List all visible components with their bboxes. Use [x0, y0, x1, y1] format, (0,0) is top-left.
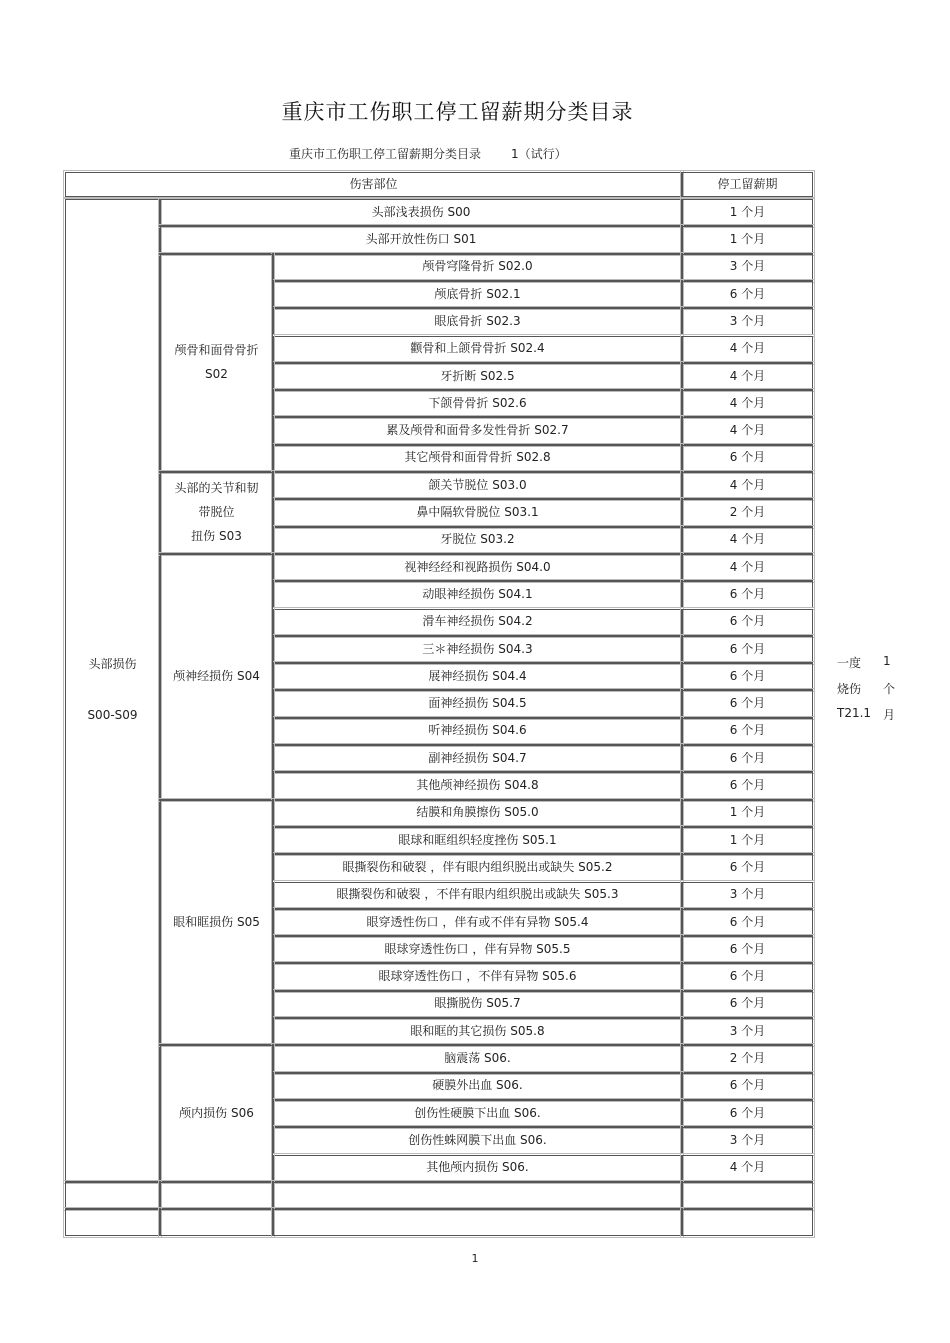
empty-cell [160, 1182, 273, 1209]
document-title: 重庆市工伤职工停工留薪期分类目录 [281, 100, 634, 124]
empty-cell [682, 1209, 813, 1236]
side-note-value: 月 [883, 708, 896, 722]
injury-row: 视神经经和视路损伤 S04.0 [273, 554, 682, 581]
injury-row: 眼穿透性伤口 ，伴有或不伴有异物 S05.4 [273, 909, 682, 936]
leave-period-cell: 6 个月 [682, 636, 813, 663]
leave-period-cell: 1 个月 [682, 800, 813, 827]
injury-row: 颧骨和上颌骨骨折 S02.4 [273, 336, 682, 363]
group-label [160, 554, 273, 800]
leave-period-cell: 1 个月 [682, 199, 813, 226]
group-label-line: 颅神经损伤 S04 [173, 668, 260, 683]
empty-cell [273, 1182, 682, 1209]
injury-row: 创伤性硬膜下出血 S06. [273, 1100, 682, 1127]
injury-row: 听神经损伤 S04.6 [273, 718, 682, 745]
leave-period-cell: 6 个月 [682, 854, 813, 881]
group-label-line: 扭伤 S03 [191, 528, 242, 543]
leave-period-cell: 3 个月 [682, 1127, 813, 1154]
group-label-line: 颅内损伤 S06 [179, 1105, 254, 1120]
leave-period-cell: 6 个月 [682, 936, 813, 963]
injury-row: 鼻中隔软骨脱位 S03.1 [273, 499, 682, 526]
leave-period-cell: 6 个月 [682, 690, 813, 717]
group-label-line: 颅骨和面骨骨折 [174, 342, 259, 357]
group-label [160, 254, 273, 472]
region-cell [65, 199, 160, 1182]
injury-row: 眼撕脱伤 S05.7 [273, 991, 682, 1018]
group-label-line: 眼和眶损伤 S05 [173, 914, 260, 929]
injury-row: 其他颅神经损伤 S04.8 [273, 772, 682, 799]
injury-row: 累及颅骨和面骨多发性骨折 S02.7 [273, 417, 682, 444]
empty-cell [160, 1209, 273, 1236]
empty-cell [273, 1209, 682, 1236]
injury-row: 硬膜外出血 S06. [273, 1073, 682, 1100]
leave-period-cell: 6 个月 [682, 609, 813, 636]
leave-period-cell: 2 个月 [682, 499, 813, 526]
leave-period-cell: 2 个月 [682, 1045, 813, 1072]
injury-row: 颅骨穹隆骨折 S02.0 [273, 254, 682, 281]
side-note-text: 烧伤 [837, 682, 862, 696]
empty-cell [65, 1182, 160, 1209]
injury-row: 下颌骨骨折 S02.6 [273, 390, 682, 417]
injury-row: 眼球穿透性伤口 ，不伴有异物 S05.6 [273, 963, 682, 990]
leave-period-cell: 6 个月 [682, 1100, 813, 1127]
group-label-line: 头部的关节和韧 [174, 481, 259, 496]
injury-row: 眼底骨折 S02.3 [273, 308, 682, 335]
injury-row: 动眼神经损伤 S04.1 [273, 581, 682, 608]
leave-period-cell: 4 个月 [682, 336, 813, 363]
leave-period-cell: 3 个月 [682, 1018, 813, 1045]
injury-row: 滑车神经损伤 S04.2 [273, 609, 682, 636]
leave-period-cell: 4 个月 [682, 554, 813, 581]
empty-cell [682, 1182, 813, 1209]
page-number: 1 [471, 1252, 479, 1265]
group-label [160, 1045, 273, 1182]
injury-row: 眼和眶的其它损伤 S05.8 [273, 1018, 682, 1045]
header-leave-period: 停工留薪期 [682, 172, 813, 197]
leave-period-cell: 6 个月 [682, 718, 813, 745]
leave-period-cell: 6 个月 [682, 991, 813, 1018]
subtitle-text: 重庆市工伤职工停工留薪期分类目录 [289, 147, 482, 161]
injury-row: 颌关节脱位 S03.0 [273, 472, 682, 499]
injury-row: 头部浅表损伤 S00 [160, 199, 682, 226]
leave-period-cell: 6 个月 [682, 745, 813, 772]
leave-period-cell: 4 个月 [682, 1155, 813, 1182]
leave-period-cell: 4 个月 [682, 363, 813, 390]
injury-row: 眼球和眶组织轻度挫伤 S05.1 [273, 827, 682, 854]
injury-row: 其他颅内损伤 S06. [273, 1155, 682, 1182]
side-note-text: 一度 [837, 656, 862, 670]
injury-row: 面神经损伤 S04.5 [273, 690, 682, 717]
leave-period-cell: 3 个月 [682, 254, 813, 281]
injury-row: 副神经损伤 S04.7 [273, 745, 682, 772]
empty-cell [65, 1209, 160, 1236]
injury-row: 眼球穿透性伤口 ，伴有异物 S05.5 [273, 936, 682, 963]
injury-row: 眼撕裂伤和破裂 ，不伴有眼内组织脱出或缺失 S05.3 [273, 882, 682, 909]
injury-row: 颅底骨折 S02.1 [273, 281, 682, 308]
leave-period-cell: 3 个月 [682, 882, 813, 909]
side-note-value: 个 [883, 682, 896, 696]
group-label-line: 带脱位 [198, 505, 235, 520]
injury-row: 创伤性蛛网膜下出血 S06. [273, 1127, 682, 1154]
leave-period-cell: 3 个月 [682, 308, 813, 335]
injury-row: 其它颅骨和面骨骨折 S02.8 [273, 445, 682, 472]
injury-row: 三＊神经损伤 S04.3 [273, 636, 682, 663]
leave-period-cell: 6 个月 [682, 581, 813, 608]
leave-period-cell: 1 个月 [682, 226, 813, 253]
leave-period-cell: 1 个月 [682, 827, 813, 854]
region-cell-line: S00-S09 [87, 708, 138, 723]
leave-period-cell: 6 个月 [682, 1073, 813, 1100]
injury-row: 脑震荡 S06. [273, 1045, 682, 1072]
leave-period-cell: 6 个月 [682, 772, 813, 799]
side-note-value: 1 [883, 654, 891, 668]
group-label [160, 800, 273, 1046]
injury-row: 展神经损伤 S04.4 [273, 663, 682, 690]
leave-period-cell: 4 个月 [682, 527, 813, 554]
injury-row: 头部开放性伤口 S01 [160, 226, 682, 253]
leave-period-cell: 4 个月 [682, 472, 813, 499]
region-cell-line: 头部损伤 [88, 656, 137, 671]
leave-period-cell: 6 个月 [682, 909, 813, 936]
header-injury-part: 伤害部位 [65, 172, 682, 197]
injury-row: 牙脱位 S03.2 [273, 527, 682, 554]
leave-period-cell: 6 个月 [682, 963, 813, 990]
leave-period-cell: 6 个月 [682, 663, 813, 690]
leave-period-cell: 4 个月 [682, 390, 813, 417]
injury-row: 牙折断 S02.5 [273, 363, 682, 390]
leave-period-cell: 6 个月 [682, 445, 813, 472]
subtitle-suffix: 1（试行） [511, 147, 567, 161]
injury-row: 结膜和角膜擦伤 S05.0 [273, 800, 682, 827]
leave-period-cell: 4 个月 [682, 417, 813, 444]
side-note-text: T21.1 [837, 706, 872, 720]
injury-row: 眼撕裂伤和破裂 ，伴有眼内组织脱出或缺失 S05.2 [273, 854, 682, 881]
group-label [160, 472, 273, 554]
leave-period-cell: 6 个月 [682, 281, 813, 308]
group-label-line: S02 [205, 366, 228, 381]
